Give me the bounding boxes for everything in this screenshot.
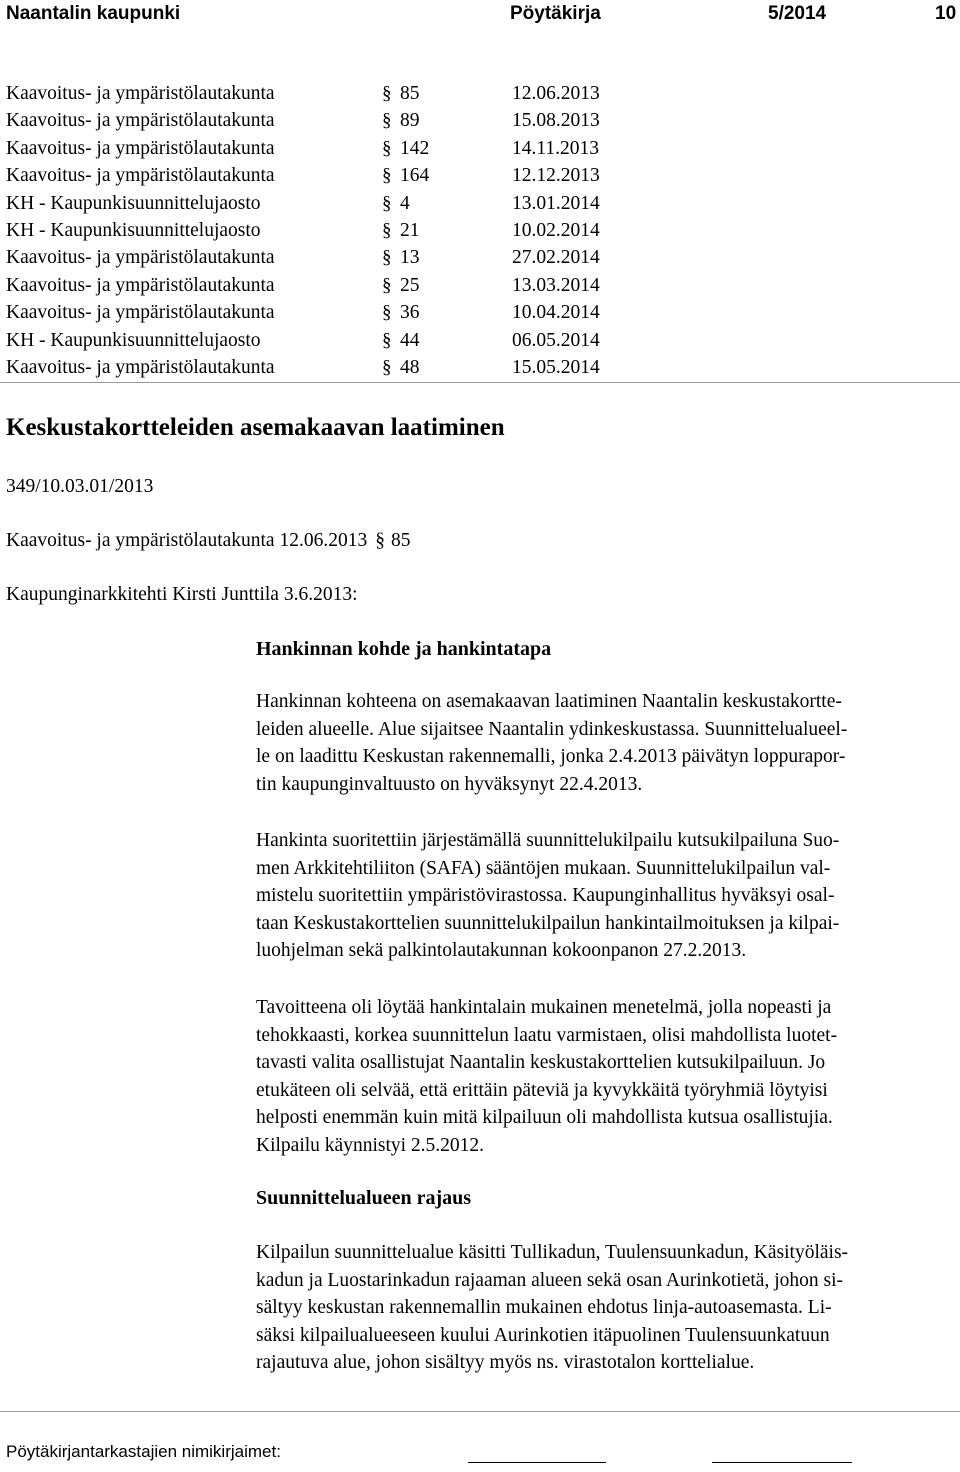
history-date: 10.04.2014	[512, 302, 600, 324]
history-row	[0, 354, 960, 381]
reference-number: 349/10.03.01/2013	[6, 476, 154, 497]
section-symbol: §	[382, 192, 392, 214]
divider	[0, 1411, 960, 1412]
history-date: 14.11.2013	[512, 137, 600, 159]
section-symbol: §	[382, 302, 392, 324]
section-symbol: §	[382, 274, 392, 296]
section-symbol: §	[382, 329, 392, 351]
paragraph-line: leiden alueelle. Alue sijaitsee Naantalin ydinkeskustassa. Suunnittelualueel-	[256, 718, 848, 740]
paragraph-line: men Arkkitehtiliiton (SAFA) sääntöjen mukaan. Suunnittelukilpailun val-	[256, 857, 831, 879]
section-symbol: §	[382, 110, 392, 132]
history-body: Kaavoitus- ja ympäristölautakunta	[6, 110, 275, 132]
history-number: 85	[400, 83, 420, 104]
history-date: 13.03.2014	[512, 274, 600, 296]
history-body: Kaavoitus- ja ympäristölautakunta	[6, 247, 275, 269]
history-number: 44	[400, 329, 420, 351]
history-row	[0, 135, 960, 162]
history-row	[0, 327, 960, 354]
history-date: 06.05.2014	[512, 329, 600, 351]
paragraph-line: Kilpailun suunnittelualue käsitti Tullikadun, Tuulensuunkadun, Käsityöläis-	[256, 1242, 849, 1263]
page-title: Keskustakortteleiden asemakaavan laatiminen	[6, 414, 505, 441]
history-number: 142	[400, 137, 430, 159]
history-body: KH - Kaupunkisuunnittelujaosto	[6, 329, 261, 351]
page-header	[0, 0, 960, 30]
history-date: 13.01.2014	[512, 192, 600, 214]
section-symbol: §	[382, 356, 392, 378]
history-date: 15.08.2013	[512, 110, 600, 132]
history-number: 48	[400, 356, 420, 378]
paragraph-line: tavasti valita osallistujat Naantalin keskustakorttelien kutsukilpailuun. Jo	[256, 1052, 826, 1073]
divider	[0, 382, 960, 383]
signature-line	[468, 1462, 606, 1463]
history-date: 12.06.2013	[512, 83, 600, 104]
history-date: 12.12.2013	[512, 165, 600, 187]
paragraph-line: tehokkaasti, korkea suunnittelun laatu varmistaen, olisi mahdollista luotet-	[256, 1024, 838, 1046]
history-body: KH - Kaupunkisuunnittelujaosto	[6, 219, 261, 241]
history-date: 10.02.2014	[512, 219, 600, 241]
paragraph-line: kadun ja Luostarinkadun rajaaman alueen sekä osan Aurinkotietä, johon si-	[256, 1269, 843, 1291]
history-row	[0, 272, 960, 299]
paragraph-line: etukäteen oli selvää, että erittäin päteviä ja kyvykkäitä työryhmiä löytyisi	[256, 1079, 828, 1101]
previous-meeting	[6, 530, 410, 552]
paragraph-line: mistelu suoritettiin ympäristövirastossa. Kaupunginhallitus hyväksyi osal-	[256, 885, 835, 906]
paragraph	[256, 994, 960, 1159]
history-number: 21	[400, 219, 420, 241]
history-date: 27.02.2014	[512, 247, 600, 269]
previous-meeting-number: 85	[390, 530, 411, 551]
reviewers-initials-label: Pöytäkirjantarkastajien nimikirjaimet:	[6, 1442, 281, 1461]
page-number: 10	[935, 3, 957, 24]
section-heading: Hankinnan kohde ja hankintatapa	[256, 638, 552, 660]
previous-meeting-text: Kaavoitus- ja ympäristölautakunta 12.06.2013	[6, 530, 368, 551]
section-symbol: §	[382, 219, 392, 241]
history-number: 164	[400, 165, 430, 187]
history-row	[0, 190, 960, 217]
history-body: Kaavoitus- ja ympäristölautakunta	[6, 83, 275, 104]
history-number: 25	[400, 274, 420, 296]
paragraph-line: säksi kilpailualueeseen kuului Aurinkotien itäpuolinen Tuulensuunkatuun	[256, 1324, 830, 1346]
paragraph-line: luohjelman sekä palkintolautakunnan kokoonpanon 27.2.2013.	[256, 940, 747, 961]
paragraph	[256, 688, 960, 798]
meeting-history	[0, 80, 960, 381]
section-symbol: §	[382, 247, 392, 269]
history-row	[0, 244, 960, 271]
history-number: 13	[400, 247, 420, 269]
history-number: 89	[400, 110, 420, 132]
history-body: Kaavoitus- ja ympäristölautakunta	[6, 274, 275, 296]
document-number: 5/2014	[768, 3, 827, 24]
section-symbol: §	[382, 83, 392, 104]
history-row	[0, 107, 960, 134]
paragraph-line: le on laadittu Keskustan rakennemalli, jonka 2.4.2013 päivätyn loppurapor-	[256, 746, 846, 767]
paragraph-line: Hankinnan kohteena on asemakaavan laatiminen Naantalin keskustakortte-	[256, 691, 842, 712]
paragraph	[256, 827, 960, 965]
history-body: Kaavoitus- ja ympäristölautakunta	[6, 356, 275, 378]
paragraph-line: rajautuva alue, johon sisältyy myös ns. virastotalon korttelialue.	[256, 1352, 755, 1373]
paragraph-line: Hankinta suoritettiin järjestämällä suunnittelukilpailu kutsukilpailuna Suo-	[256, 830, 840, 851]
history-row	[0, 217, 960, 244]
history-row	[0, 162, 960, 189]
organization-name: Naantalin kaupunki	[6, 3, 181, 24]
history-row	[0, 299, 960, 326]
section-symbol: §	[382, 165, 392, 187]
paragraph	[256, 1239, 960, 1377]
document-type: Pöytäkirja	[510, 3, 601, 24]
paragraph-line: tin kaupunginvaltuusto on hyväksynyt 22.4.2013.	[256, 773, 643, 795]
section-heading: Suunnittelualueen rajaus	[256, 1187, 472, 1209]
history-number: 36	[400, 302, 420, 324]
section-symbol: §	[382, 137, 392, 159]
history-body: Kaavoitus- ja ympäristölautakunta	[6, 137, 275, 159]
history-number: 4	[400, 192, 410, 214]
history-date: 15.05.2014	[512, 356, 600, 378]
history-body: KH - Kaupunkisuunnittelujaosto	[6, 192, 261, 214]
history-body: Kaavoitus- ja ympäristölautakunta	[6, 165, 275, 187]
history-row	[0, 80, 960, 107]
history-body: Kaavoitus- ja ympäristölautakunta	[6, 302, 275, 324]
author-line: Kaupunginarkkitehti Kirsti Junttila 3.6.2013:	[6, 584, 358, 605]
paragraph-line: taan Keskustakorttelien suunnittelukilpailun hankintailmoituksen ja kilpai-	[256, 912, 840, 934]
paragraph-line: helposti enemmän kuin mitä kilpailuun oli mahdollista kutsua osallistujia.	[256, 1107, 833, 1128]
section-symbol: §	[375, 530, 385, 551]
paragraph-line: sältyy keskustan rakennemallin mukainen ehdotus linja-autoasemasta. Li-	[256, 1297, 832, 1318]
signature-line	[712, 1462, 852, 1463]
paragraph-line: Tavoitteena oli löytää hankintalain mukainen menetelmä, jolla nopeasti ja	[256, 997, 832, 1018]
paragraph-line: Kilpailu käynnistyi 2.5.2012.	[256, 1134, 485, 1156]
